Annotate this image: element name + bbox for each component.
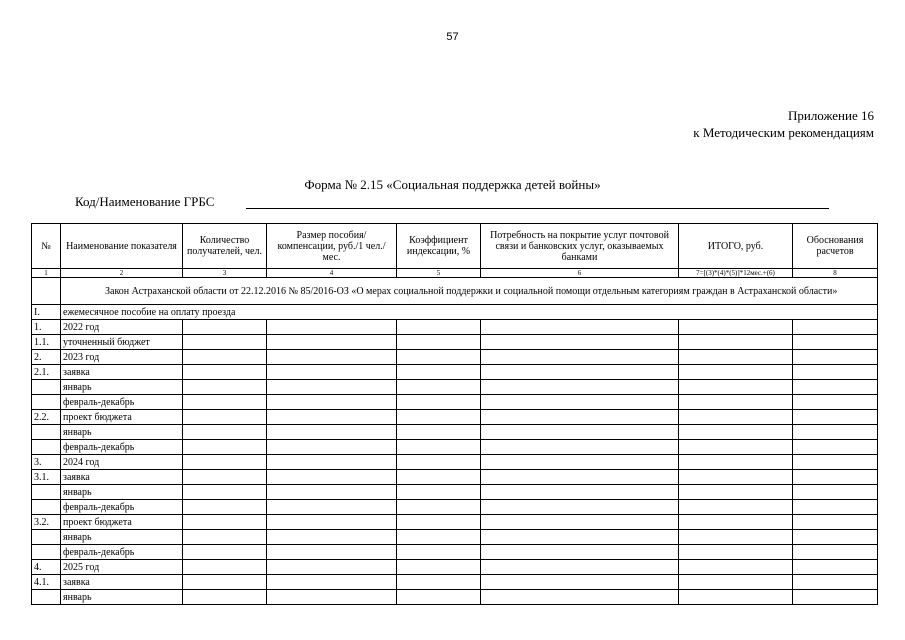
input-cell[interactable] [481,365,679,380]
input-cell[interactable] [183,575,267,590]
table-row [32,590,878,605]
input-cell[interactable] [481,470,679,485]
table-row [32,305,878,320]
row-number: 3.1. [32,470,61,485]
input-cell[interactable] [397,545,481,560]
input-cell[interactable] [183,455,267,470]
row-name: январь [61,590,183,605]
row-name: февраль-декабрь [61,395,183,410]
input-cell[interactable] [397,365,481,380]
column-number: 3 [183,269,267,278]
header-row [32,224,878,269]
input-cell[interactable] [793,320,878,335]
table-row [32,515,878,530]
input-cell[interactable] [481,320,679,335]
input-cell[interactable] [397,575,481,590]
input-cell[interactable] [397,440,481,455]
column-number: 5 [397,269,481,278]
input-cell[interactable] [481,560,679,575]
input-cell[interactable] [183,545,267,560]
input-cell[interactable] [481,530,679,545]
input-cell[interactable] [679,485,793,500]
row-number: 3. [32,455,61,470]
row-name: проект бюджета [61,515,183,530]
input-cell[interactable] [679,455,793,470]
input-cell[interactable] [679,425,793,440]
input-cell[interactable] [183,515,267,530]
column-number: 6 [481,269,679,278]
input-cell[interactable] [267,320,397,335]
input-cell[interactable] [679,350,793,365]
row-number: 2.1. [32,365,61,380]
column-number: 7=[(3)*(4)*(5)]*12мес.+(6) [679,269,793,278]
input-cell[interactable] [397,590,481,605]
input-cell[interactable] [267,530,397,545]
input-cell[interactable] [183,560,267,575]
row-name: февраль-декабрь [61,440,183,455]
row-number [32,530,61,545]
input-cell[interactable] [397,410,481,425]
input-cell[interactable] [793,410,878,425]
table-row [32,410,878,425]
table-row [32,560,878,575]
input-cell[interactable] [267,395,397,410]
header-cell: Обоснования расчетов [793,224,878,269]
input-cell[interactable] [481,335,679,350]
input-cell[interactable] [183,470,267,485]
row-name: заявка [61,470,183,485]
input-cell[interactable] [183,440,267,455]
law-text: Закон Астраханской области от 22.12.2016 № 85/2016-ОЗ «О мерах социальной поддержки и социальной помощи отдельным категориям граждан в Астраханской области» [61,278,878,305]
input-cell[interactable] [397,485,481,500]
input-cell[interactable] [267,470,397,485]
row-number: I. [32,305,61,320]
input-cell[interactable] [481,425,679,440]
row-number: 1. [32,320,61,335]
row-number [32,380,61,395]
row-name: январь [61,425,183,440]
grbs-fill-line [246,208,829,209]
table-row [32,380,878,395]
input-cell[interactable] [397,530,481,545]
table-row [32,455,878,470]
table-row [32,500,878,515]
input-cell[interactable] [397,395,481,410]
input-cell[interactable] [679,560,793,575]
law-row-spacer [32,278,61,305]
row-name: проект бюджета [61,410,183,425]
input-cell[interactable] [267,485,397,500]
form-table [31,223,878,605]
input-cell[interactable] [267,515,397,530]
table-row [32,365,878,380]
header-cell: Коэффициент индексации, % [397,224,481,269]
input-cell[interactable] [183,500,267,515]
header-cell: № [32,224,61,269]
row-name: 2023 год [61,350,183,365]
input-cell[interactable] [397,320,481,335]
row-number [32,440,61,455]
column-number-row [32,269,878,278]
row-name: январь [61,380,183,395]
input-cell[interactable] [267,545,397,560]
input-cell[interactable] [793,455,878,470]
table-row [32,485,878,500]
input-cell[interactable] [397,350,481,365]
input-cell[interactable] [679,530,793,545]
input-cell[interactable] [397,380,481,395]
row-name: февраль-декабрь [61,545,183,560]
row-number: 3.2. [32,515,61,530]
input-cell[interactable] [679,575,793,590]
row-number [32,545,61,560]
input-cell[interactable] [183,425,267,440]
input-cell[interactable] [481,545,679,560]
row-name: заявка [61,365,183,380]
input-cell[interactable] [679,500,793,515]
row-name: уточненный бюджет [61,335,183,350]
input-cell[interactable] [679,335,793,350]
input-cell[interactable] [183,335,267,350]
input-cell[interactable] [679,320,793,335]
header-cell: ИТОГО, руб. [679,224,793,269]
input-cell[interactable] [267,455,397,470]
input-cell[interactable] [267,365,397,380]
table-row [32,335,878,350]
input-cell[interactable] [679,590,793,605]
header-cell: Количество получателей, чел. [183,224,267,269]
input-cell[interactable] [267,425,397,440]
input-cell[interactable] [679,365,793,380]
input-cell[interactable] [183,485,267,500]
input-cell[interactable] [183,380,267,395]
appendix-line-2: к Методическим рекомендациям [693,125,874,140]
row-number: 4.1. [32,575,61,590]
input-cell[interactable] [397,455,481,470]
table-row [32,320,878,335]
input-cell[interactable] [183,395,267,410]
row-name: 2022 год [61,320,183,335]
input-cell[interactable] [793,545,878,560]
data-rows [32,305,878,605]
row-number [32,395,61,410]
column-number: 1 [32,269,61,278]
input-cell[interactable] [793,485,878,500]
input-cell[interactable] [397,425,481,440]
input-cell[interactable] [793,440,878,455]
input-cell[interactable] [679,440,793,455]
header-cell: Потребность на покрытие услуг почтовой связи и банковских услуг, оказываемых банками [481,224,679,269]
table-row [32,530,878,545]
input-cell[interactable] [481,440,679,455]
table-row [32,425,878,440]
row-number [32,590,61,605]
table-row [32,350,878,365]
input-cell[interactable] [793,425,878,440]
input-cell[interactable] [793,575,878,590]
column-number: 2 [61,269,183,278]
row-number: 2. [32,350,61,365]
row-number [32,485,61,500]
input-cell[interactable] [183,350,267,365]
input-cell[interactable] [397,335,481,350]
input-cell[interactable] [679,470,793,485]
table-row [32,440,878,455]
input-cell[interactable] [793,560,878,575]
form-title: Форма № 2.15 «Социальная поддержка детей войны» [304,177,601,192]
input-cell[interactable] [481,410,679,425]
input-cell[interactable] [793,395,878,410]
column-number: 4 [267,269,397,278]
row-name: январь [61,485,183,500]
row-number: 1.1. [32,335,61,350]
row-name: 2024 год [61,455,183,470]
input-cell[interactable] [679,410,793,425]
input-cell[interactable] [481,515,679,530]
input-cell[interactable] [679,395,793,410]
row-number: 4. [32,560,61,575]
input-cell[interactable] [481,575,679,590]
input-cell[interactable] [793,500,878,515]
input-cell[interactable] [481,350,679,365]
input-cell[interactable] [793,590,878,605]
row-number: 2.2. [32,410,61,425]
grbs-label: Код/Наименование ГРБС [75,194,215,209]
input-cell[interactable] [267,335,397,350]
input-cell[interactable] [793,365,878,380]
input-cell[interactable] [679,545,793,560]
input-cell[interactable] [183,320,267,335]
input-cell[interactable] [481,455,679,470]
input-cell[interactable] [397,515,481,530]
input-cell[interactable] [397,500,481,515]
input-cell[interactable] [267,500,397,515]
input-cell[interactable] [267,560,397,575]
header-cell: Наименование показателя [61,224,183,269]
input-cell[interactable] [267,410,397,425]
input-cell[interactable] [183,410,267,425]
input-cell[interactable] [793,335,878,350]
appendix-line-1: Приложение 16 [787,108,874,123]
input-cell[interactable] [267,590,397,605]
input-cell[interactable] [481,395,679,410]
row-number [32,425,61,440]
input-cell[interactable] [267,575,397,590]
table-row [32,470,878,485]
input-cell[interactable] [679,515,793,530]
input-cell[interactable] [397,470,481,485]
input-cell[interactable] [481,500,679,515]
input-cell[interactable] [267,440,397,455]
input-cell[interactable] [397,560,481,575]
input-cell[interactable] [793,515,878,530]
input-cell[interactable] [267,350,397,365]
table-row [32,575,878,590]
input-cell[interactable] [679,380,793,395]
row-name: ежемесячное пособие на оплату проезда [61,305,878,320]
row-name: февраль-декабрь [61,500,183,515]
input-cell[interactable] [267,380,397,395]
input-cell[interactable] [183,365,267,380]
row-name: заявка [61,575,183,590]
input-cell[interactable] [793,350,878,365]
table-row [32,545,878,560]
row-name: январь [61,530,183,545]
row-number [32,500,61,515]
input-cell[interactable] [793,470,878,485]
input-cell[interactable] [183,590,267,605]
input-cell[interactable] [481,485,679,500]
table-row [32,395,878,410]
column-number: 8 [793,269,878,278]
input-cell[interactable] [481,590,679,605]
page-number: 57 [446,31,459,43]
row-name: 2025 год [61,560,183,575]
input-cell[interactable] [481,380,679,395]
appendix-note [693,107,874,141]
law-row [32,278,878,305]
input-cell[interactable] [793,530,878,545]
header-cell: Размер пособия/компенсации, руб./1 чел./мес. [267,224,397,269]
input-cell[interactable] [183,530,267,545]
input-cell[interactable] [793,380,878,395]
